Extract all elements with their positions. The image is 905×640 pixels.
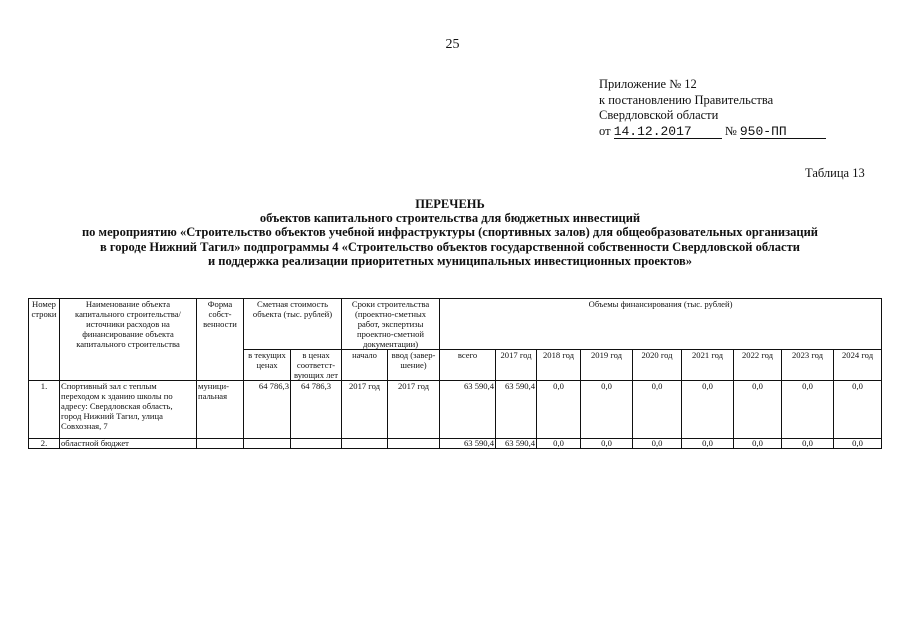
title-line: и поддержка реализации приоритетных муниципальных инвестиционных проектов» [207,253,693,268]
header-object-name: Наименование объекта капитального строительства/ источники расходов на финансирование объекта капитального строительства [60,299,197,381]
cell-total: 63 590,4 [440,381,496,439]
number-prefix: № [724,123,737,138]
cell-completion [388,439,440,449]
cell-object-name: областной бюджет [60,439,197,449]
cell-year-value: 63 590,4 [496,381,537,439]
header-completion: ввод (завер- шение) [388,350,440,381]
header-relevant-prices: в ценах соответст- вующих лет [291,350,342,381]
resolution-number: 950-ПП [739,123,787,139]
cell-year-value: 0,0 [782,439,834,449]
header-year: 2020 год [633,350,682,381]
header-year: 2022 год [734,350,782,381]
cell-row-number: 1. [29,381,60,439]
page-number: 25 [445,37,460,52]
title-line: в городе Нижний Тагил» подпрограммы 4 «Строительство объектов государственной собственности Свердловской области [100,239,800,254]
header-ownership: Форма собст- венности [197,299,244,381]
cell-object-name: Спортивный зал с теплым переходом к зданию школы по адресу: Свердловская область, город Нижний Тагил, улица Совхозная, 7 [60,381,197,439]
header-year: 2021 год [682,350,734,381]
cell-year-value: 0,0 [834,381,882,439]
table-row [29,439,882,449]
header-year: 2019 год [581,350,633,381]
header-row-number: Номер строки [29,299,60,381]
cell-current-prices: 64 786,3 [244,381,291,439]
cell-year-value: 0,0 [834,439,882,449]
cell-year-value: 0,0 [682,381,734,439]
title-line: объектов капитального строительства для бюджетных инвестиций [259,211,641,226]
cell-row-number: 2. [29,439,60,449]
investment-table [28,298,882,449]
appendix-line: Свердловской области [599,108,719,122]
resolution-date-line [599,124,826,140]
resolution-date: 14.12.2017 [613,123,692,139]
header-year: 2023 год [782,350,834,381]
cell-year-value: 63 590,4 [496,439,537,449]
header-year: 2018 год [537,350,581,381]
cell-year-value: 0,0 [782,381,834,439]
header-year: 2017 год [496,350,537,381]
cell-year-value: 0,0 [537,381,581,439]
title-line: ПЕРЕЧЕНЬ [415,197,485,211]
header-funding-volumes: Объемы финансирования (тыс. рублей) [440,299,882,350]
title-line: по мероприятию «Строительство объектов учебной инфраструктуры (спортивных залов) для общеобразовательных организаций [81,225,819,240]
document-title [40,197,860,268]
cell-ownership [197,439,244,449]
cell-year-value: 0,0 [581,439,633,449]
cell-ownership: муници- пальная [197,381,244,439]
header-construction-terms: Сроки строительства (проектно-сметных работ, экспертизы проектно-сметной документации) [342,299,440,350]
cell-start: 2017 год [342,381,388,439]
cell-year-value: 0,0 [734,439,782,449]
header-year: 2024 год [834,350,882,381]
table-row [29,381,882,439]
appendix-line: к постановлению Правительства [599,92,774,107]
cell-total: 63 590,4 [440,439,496,449]
header-start: начало [342,350,388,381]
cell-year-value: 0,0 [633,439,682,449]
cell-year-value: 0,0 [682,439,734,449]
date-prefix: от [599,123,611,138]
cell-relevant-prices: 64 786,3 [291,381,342,439]
header-estimated-cost: Сметная стоимость объекта (тыс. рублей) [244,299,342,350]
cell-completion: 2017 год [388,381,440,439]
appendix-line: Приложение № 12 [599,77,697,91]
cell-current-prices [244,439,291,449]
table-label: Таблица 13 [805,166,865,180]
cell-relevant-prices [291,439,342,449]
header-total: всего [440,350,496,381]
cell-year-value: 0,0 [537,439,581,449]
table-header-row [29,299,882,350]
cell-start [342,439,388,449]
header-current-prices: в текущих ценах [244,350,291,381]
cell-year-value: 0,0 [633,381,682,439]
cell-year-value: 0,0 [734,381,782,439]
cell-year-value: 0,0 [581,381,633,439]
appendix-header [599,77,826,139]
